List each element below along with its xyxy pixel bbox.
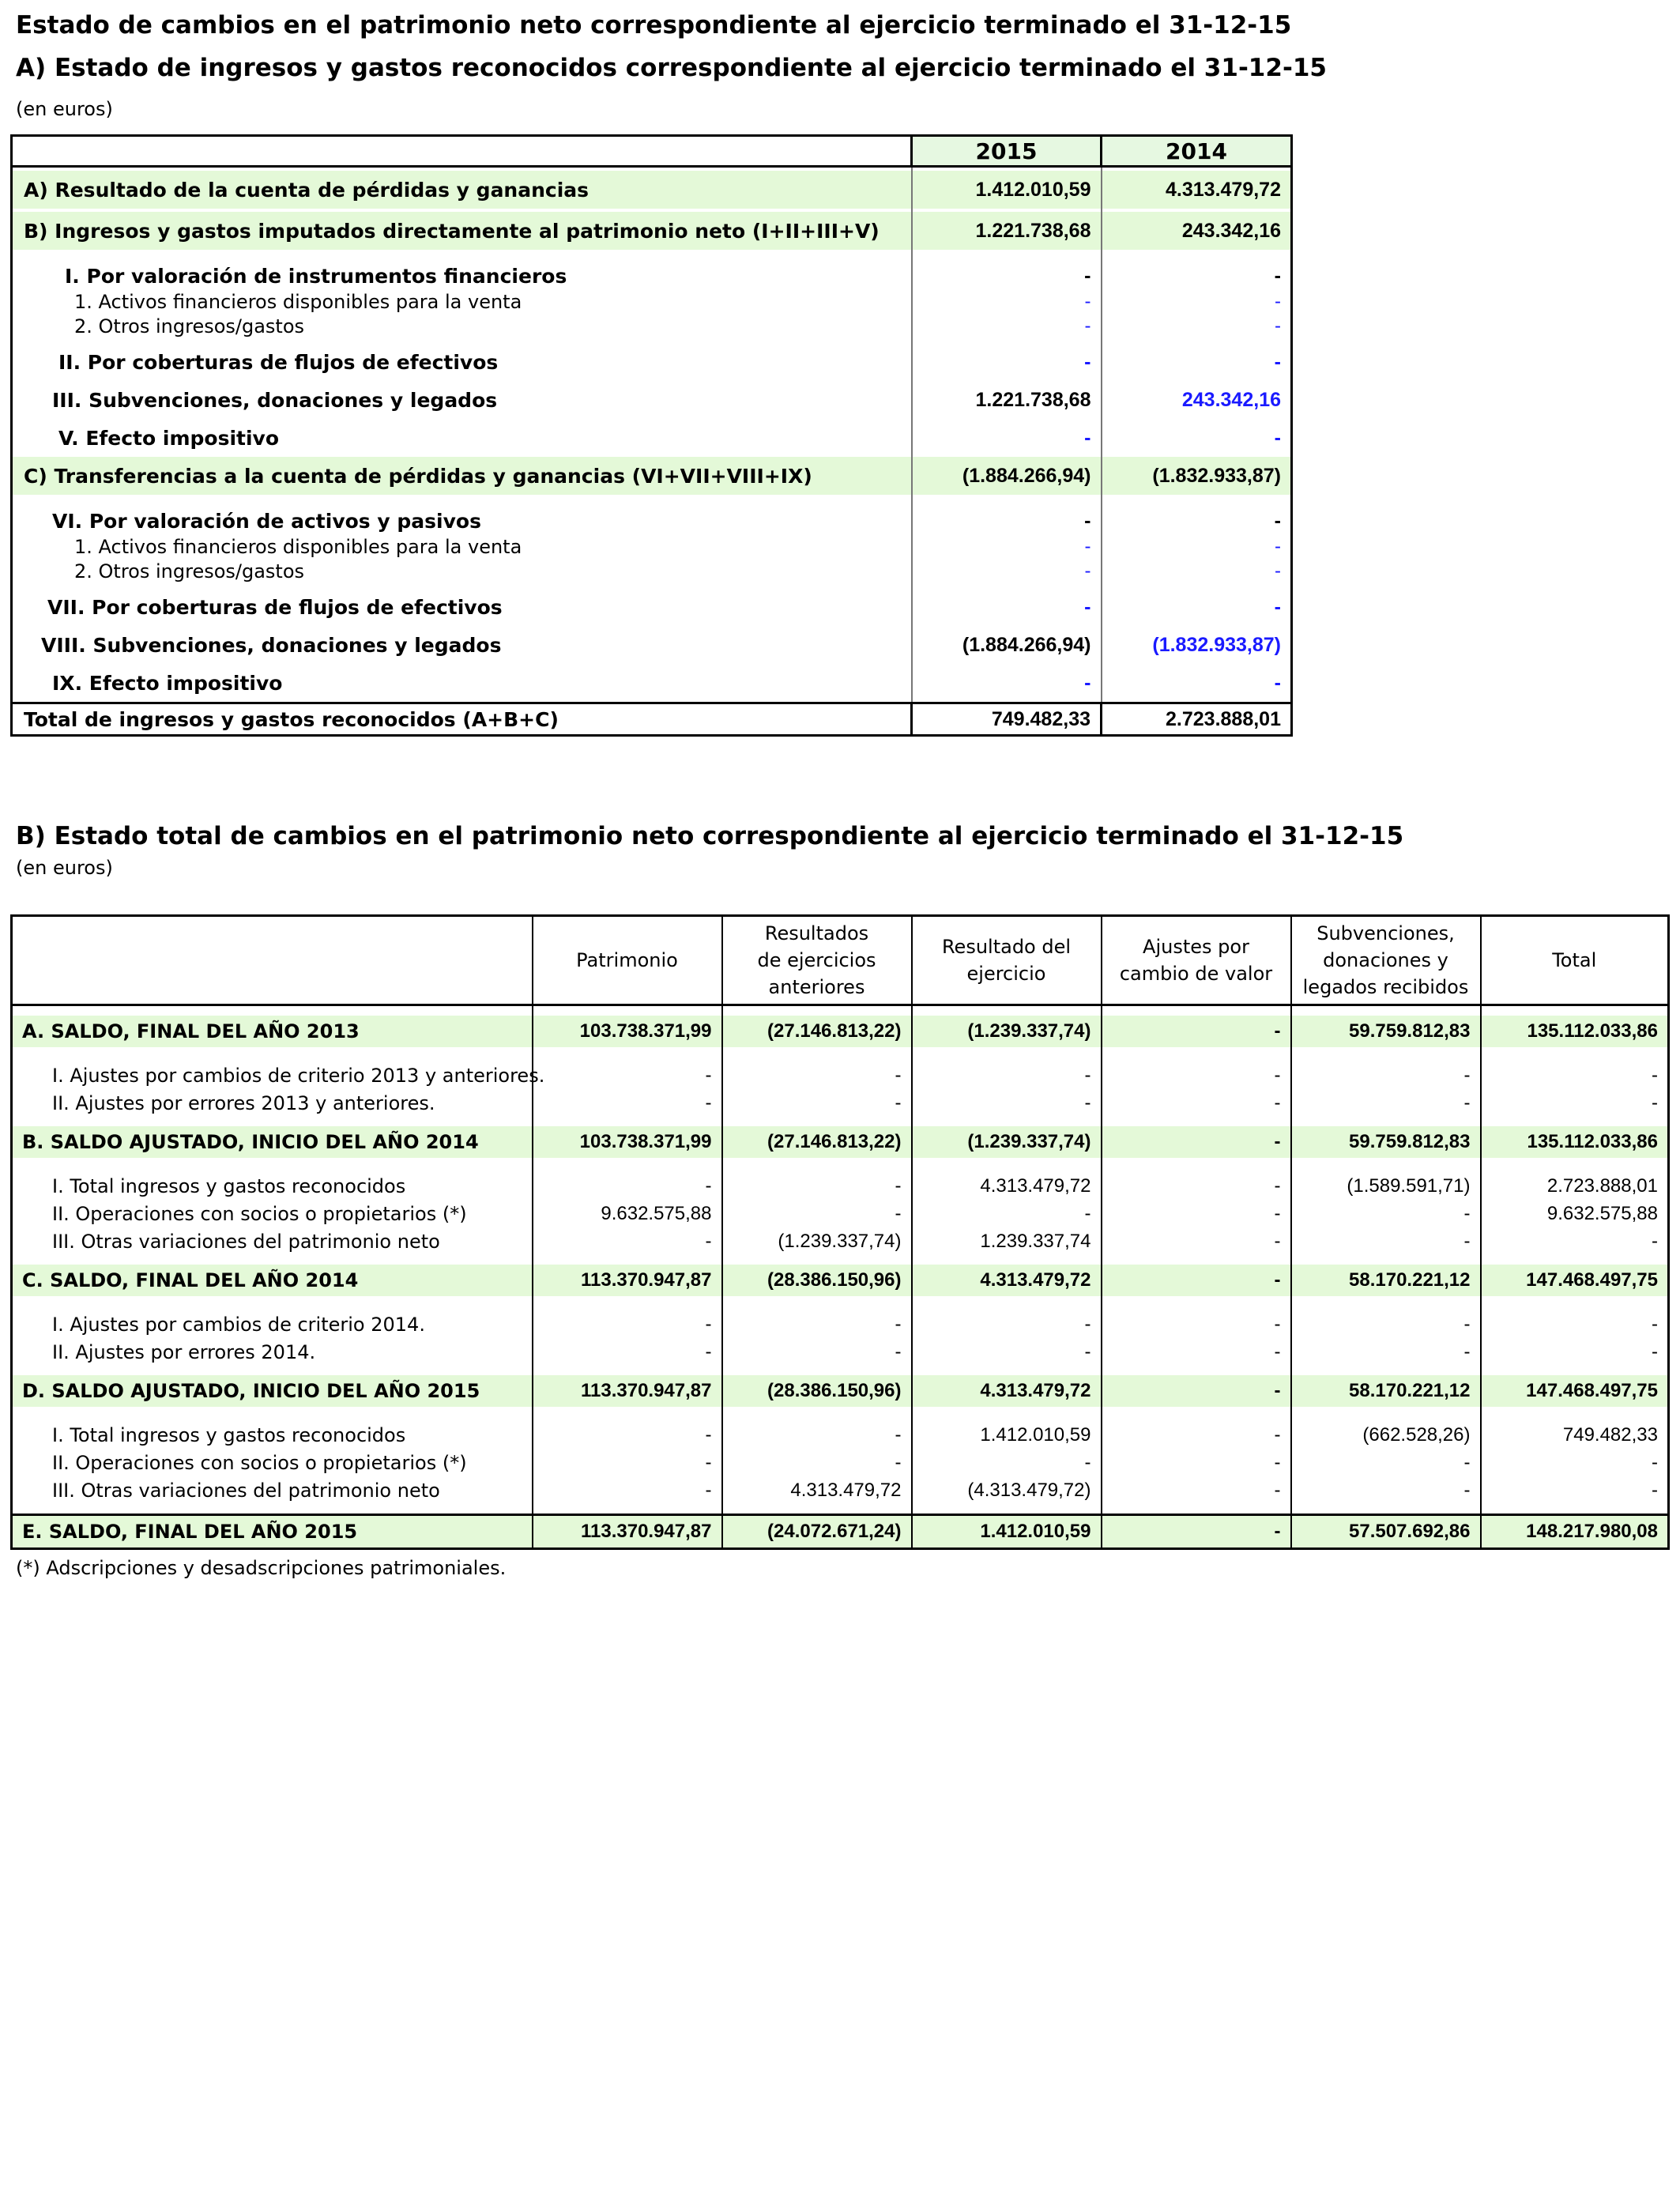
section-b-heading: B) Estado total de cambios en el patrimonio neto correspondiente al ejercicio terminado el 31-12-15	[16, 822, 1404, 850]
table-row: I. Total ingresos y gastos reconocidos - - 1.412.010,59 - (662.528,26) 749.482,33	[12, 1421, 1669, 1449]
table-row: E. SALDO, FINAL DEL AÑO 2015 113.370.947,87 (24.072.671,24) 1.412.010,59 - 57.507.692,86 148.217.980,08	[12, 1515, 1669, 1549]
col-2015: 2015	[912, 136, 1102, 167]
table-row: I. Por valoración de instrumentos financieros - -	[12, 250, 1292, 288]
table-row: D. SALDO AJUSTADO, INICIO DEL AÑO 2015 113.370.947,87 (28.386.150,96) 4.313.479,72 - 58.170.221,12 147.468.497,75	[12, 1375, 1669, 1407]
table-row: A) Resultado de la cuenta de pérdidas y ganancias 1.412.010,59 4.313.479,72	[12, 171, 1292, 209]
document-title: Estado de cambios en el patrimonio neto correspondiente al ejercicio terminado el 31-12-15	[16, 11, 1292, 40]
table-row: II. Operaciones con socios o propietarios (*) 9.632.575,88 - - - - 9.632.575,88	[12, 1200, 1669, 1227]
section-b-unit: (en euros)	[16, 857, 113, 879]
table-row: A. SALDO, FINAL DEL AÑO 2013 103.738.371,99 (27.146.813,22) (1.239.337,74) - 59.759.812,83 135.112.033,86	[12, 1016, 1669, 1047]
table-row: B. SALDO AJUSTADO, INICIO DEL AÑO 2014 103.738.371,99 (27.146.813,22) (1.239.337,74) - 59.759.812,83 135.112.033,86	[12, 1126, 1669, 1158]
table-row: III. Otras variaciones del patrimonio neto - (1.239.337,74) 1.239.337,74 - - -	[12, 1227, 1669, 1255]
col-resultado-ejercicio: Resultado del ejercicio	[912, 916, 1102, 1005]
table-row: 2. Otros ingresos/gastos - -	[12, 560, 1292, 588]
col-2014: 2014	[1102, 136, 1292, 167]
table-row: V. Efecto impositivo - -	[12, 419, 1292, 457]
table-row: C. SALDO, FINAL DEL AÑO 2014 113.370.947,87 (28.386.150,96) 4.313.479,72 - 58.170.221,12 147.468.497,75	[12, 1265, 1669, 1296]
section-a-heading: A) Estado de ingresos y gastos reconocidos correspondiente al ejercicio terminado el 31-12-15	[16, 54, 1327, 82]
col-patrimonio: Patrimonio	[533, 916, 722, 1005]
col-subvenciones: Subvenciones, donaciones y legados recibidos	[1291, 916, 1481, 1005]
total-row: Total de ingresos y gastos reconocidos (A+B+C) 749.482,33 2.723.888,01	[12, 703, 1292, 736]
table-row: VIII. Subvenciones, donaciones y legados (1.884.266,94) (1.832.933,87)	[12, 626, 1292, 664]
table-row: I. Ajustes por cambios de criterio 2014. - - - - - -	[12, 1310, 1669, 1338]
table-row: I. Ajustes por cambios de criterio 2013 y anteriores. - - - - - -	[12, 1061, 1669, 1089]
col-resultados-anteriores: Resultados de ejercicios anteriores	[722, 916, 912, 1005]
col-total: Total	[1481, 916, 1669, 1005]
income-expense-table	[10, 134, 1293, 737]
table-row: III. Subvenciones, donaciones y legados 1.221.738,68 243.342,16	[12, 381, 1292, 419]
table-row: II. Ajustes por errores 2014. - - - - - -	[12, 1338, 1669, 1366]
table-row: B) Ingresos y gastos imputados directamente al patrimonio neto (I+II+III+V) 1.221.738,68 243.342,16	[12, 212, 1292, 250]
table-row: VI. Por valoración de activos y pasivos - -	[12, 495, 1292, 533]
table-row: 1. Activos financieros disponibles para la venta - -	[12, 288, 1292, 315]
table-header-row	[12, 916, 1669, 1005]
table-row: 1. Activos financieros disponibles para la venta - -	[12, 533, 1292, 560]
table-row: III. Otras variaciones del patrimonio neto - 4.313.479,72 (4.313.479,72) - - -	[12, 1476, 1669, 1504]
table-row: IX. Efecto impositivo - -	[12, 664, 1292, 703]
table-row: VII. Por coberturas de flujos de efectivos - -	[12, 588, 1292, 626]
table-row: II. Por coberturas de flujos de efectivos - -	[12, 343, 1292, 381]
table-row: II. Ajustes por errores 2013 y anteriores. - - - - - -	[12, 1089, 1669, 1117]
col-ajustes: Ajustes por cambio de valor	[1102, 916, 1291, 1005]
table-row: I. Total ingresos y gastos reconocidos - - 4.313.479,72 - (1.589.591,71) 2.723.888,01	[12, 1172, 1669, 1200]
equity-changes-table	[10, 914, 1670, 1550]
table-row: C) Transferencias a la cuenta de pérdidas y ganancias (VI+VII+VIII+IX) (1.884.266,94) (1.832.933,87)	[12, 457, 1292, 495]
table-header-row	[12, 136, 1292, 167]
table-row: 2. Otros ingresos/gastos - -	[12, 315, 1292, 343]
footnote: (*) Adscripciones y desadscripciones patrimoniales.	[16, 1557, 507, 1579]
table-row: II. Operaciones con socios o propietarios (*) - - - - - -	[12, 1449, 1669, 1476]
section-a-unit: (en euros)	[16, 98, 113, 120]
